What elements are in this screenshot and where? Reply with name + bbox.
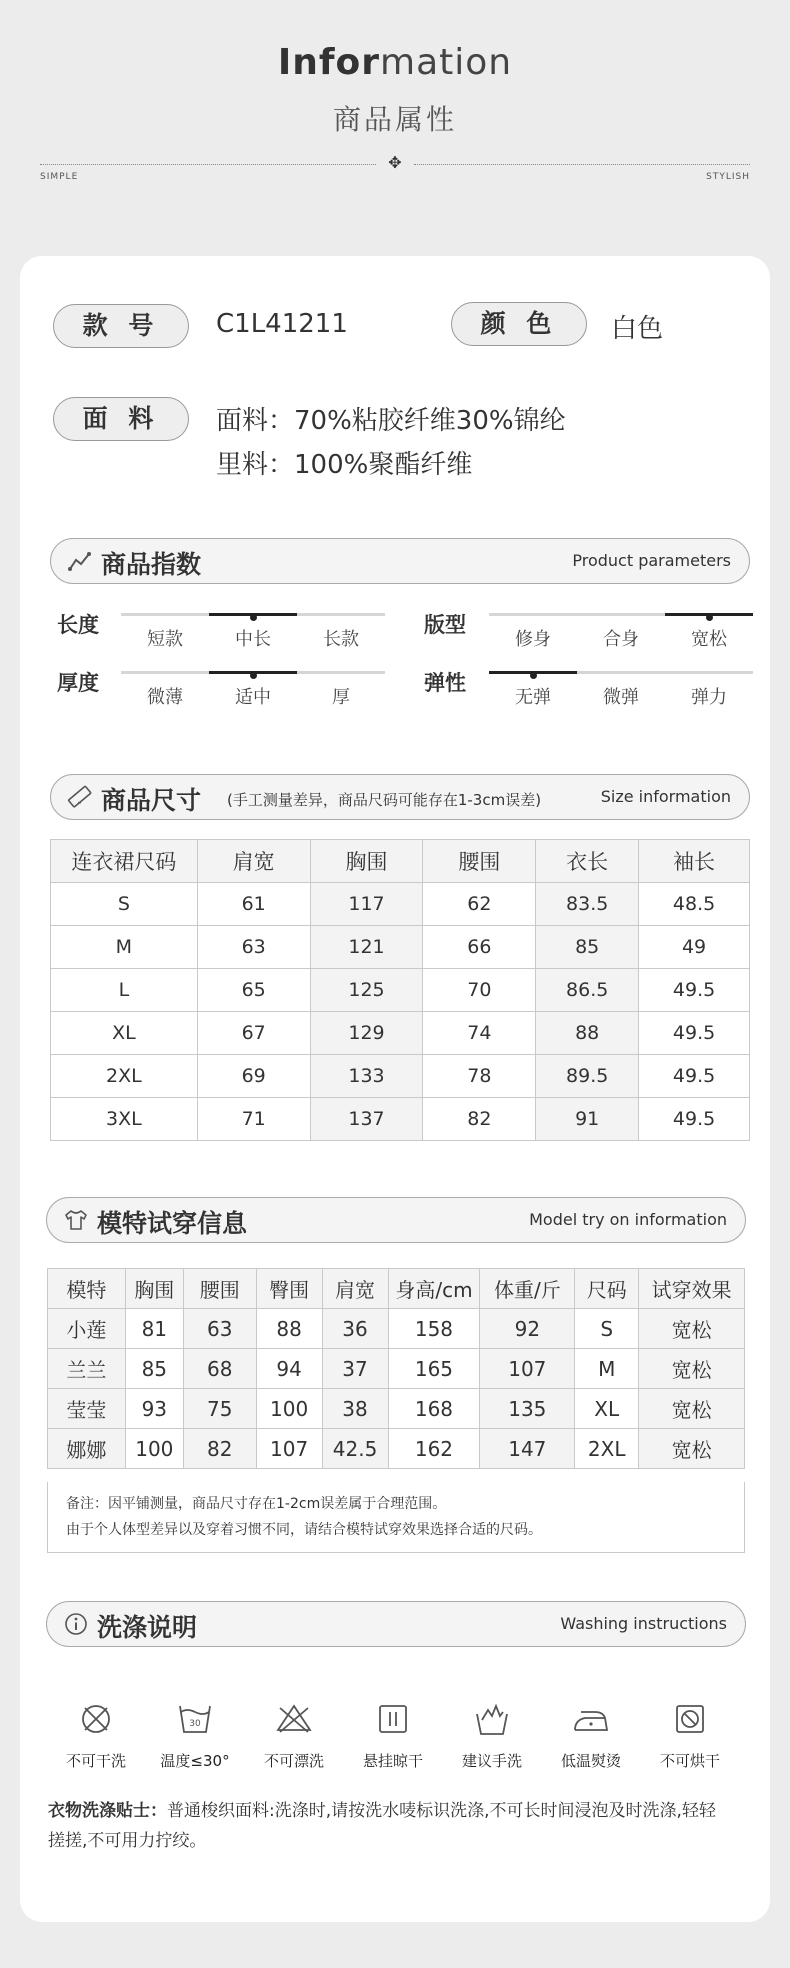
header-divider-left [40, 164, 376, 165]
model-cell: 94 [256, 1349, 322, 1389]
table-row [48, 1309, 745, 1349]
size-cell: 125 [310, 969, 423, 1012]
size-cell: 49.5 [639, 969, 750, 1012]
size-cell: 66 [423, 926, 536, 969]
size-cell: 48.5 [639, 883, 750, 926]
size-cell: L [51, 969, 198, 1012]
size-cell: 83.5 [536, 883, 639, 926]
cross-ornament-icon: ✥ [388, 153, 402, 172]
param-option: 适中 [235, 687, 271, 708]
size-cell: 91 [536, 1098, 639, 1141]
model-header-cell: 体重/斤 [480, 1269, 575, 1309]
fabric-line-1: 面料：70%粘胶纤维30%锦纶 [216, 406, 566, 436]
table-row [48, 1349, 745, 1389]
wash-30-icon [175, 1700, 215, 1738]
model-section-header [46, 1197, 746, 1243]
size-cell: 69 [197, 1055, 310, 1098]
size-cell: 86.5 [536, 969, 639, 1012]
model-cell: 100 [125, 1429, 183, 1469]
size-header-cell: 胸围 [310, 840, 423, 883]
model-cell: 宽松 [639, 1429, 745, 1469]
size-note: (手工测量差异，商品尺码可能存在1-3cm误差) [227, 791, 542, 809]
params-section-header [50, 538, 750, 584]
model-cell: 82 [183, 1429, 256, 1469]
param-label: 版型 [424, 613, 466, 637]
size-title: 商品尺寸 [101, 786, 202, 815]
color-pill: 颜 色 [451, 302, 587, 346]
param-option: 合身 [603, 629, 639, 650]
param-label: 弹性 [424, 671, 466, 695]
model-en: Model try on information [529, 1210, 727, 1229]
wash-item [249, 1700, 339, 1771]
model-cell: 135 [480, 1389, 575, 1429]
model-cell: 42.5 [322, 1429, 388, 1469]
table-row [51, 1098, 750, 1141]
stylish-tag: STYLISH [706, 172, 750, 182]
model-note-box [47, 1482, 745, 1553]
wash-label: 悬挂晾干 [362, 1752, 423, 1770]
size-cell: 88 [536, 1012, 639, 1055]
wash-section-header [46, 1601, 746, 1647]
size-section-header [50, 774, 750, 820]
table-row [48, 1429, 745, 1469]
param-label: 厚度 [57, 671, 99, 695]
size-cell: S [51, 883, 198, 926]
wash-tip-line-1 [48, 1796, 716, 1821]
param-active-dot [250, 672, 257, 679]
wash-item [150, 1700, 240, 1771]
info-subtitle: 商品属性 [332, 103, 457, 136]
model-cell: 莹莹 [48, 1389, 126, 1429]
model-cell: 147 [480, 1429, 575, 1469]
model-note-line-2: 由于个人体型差异以及穿着习惯不同，请结合模特试穿效果选择合适的尺码。 [66, 1522, 542, 1538]
model-header-cell: 臀围 [256, 1269, 322, 1309]
size-cell: 63 [197, 926, 310, 969]
param-option: 微弹 [603, 687, 639, 708]
model-cell: 85 [125, 1349, 183, 1389]
size-cell: 65 [197, 969, 310, 1012]
fabric-pill: 面 料 [53, 397, 189, 441]
params-en: Product parameters [572, 551, 731, 570]
size-cell: 121 [310, 926, 423, 969]
size-cell: 71 [197, 1098, 310, 1141]
model-cell: 168 [388, 1389, 480, 1429]
model-header-cell: 模特 [48, 1269, 126, 1309]
model-cell: 100 [256, 1389, 322, 1429]
model-cell: 宽松 [639, 1389, 745, 1429]
table-row [51, 883, 750, 926]
wash-tip-label: 衣物洗涤贴士： [48, 1801, 167, 1821]
model-cell: 兰兰 [48, 1349, 126, 1389]
param-option: 中长 [235, 629, 271, 650]
model-header-cell: 肩宽 [322, 1269, 388, 1309]
size-cell: XL [51, 1012, 198, 1055]
params-title: 商品指数 [101, 550, 202, 579]
trend-line-icon [67, 549, 93, 573]
param-option: 无弹 [515, 687, 551, 708]
param-option: 厚 [332, 687, 350, 708]
size-cell: 2XL [51, 1055, 198, 1098]
model-title: 模特试穿信息 [97, 1209, 248, 1238]
param-active-dot [706, 614, 713, 621]
model-cell: 38 [322, 1389, 388, 1429]
model-cell: 107 [480, 1349, 575, 1389]
model-table [47, 1268, 745, 1469]
model-cell: 小莲 [48, 1309, 126, 1349]
model-header-cell: 身高/cm [388, 1269, 480, 1309]
model-header-cell: 试穿效果 [639, 1269, 745, 1309]
model-cell: 93 [125, 1389, 183, 1429]
wash-item [51, 1700, 141, 1771]
param-active-dot [250, 614, 257, 621]
fabric-line-2: 里料：100%聚酯纤维 [216, 450, 473, 480]
table-row [51, 926, 750, 969]
size-table [50, 839, 750, 1141]
hand-wash-icon [472, 1700, 512, 1738]
param-option: 微薄 [147, 687, 183, 708]
param-option: 弹力 [691, 687, 727, 708]
no-dry-clean-icon [76, 1700, 116, 1738]
model-header-cell: 腰围 [183, 1269, 256, 1309]
model-cell: 88 [256, 1309, 322, 1349]
simple-tag: SIMPLE [40, 172, 79, 182]
size-cell: 82 [423, 1098, 536, 1141]
model-header-cell: 尺码 [575, 1269, 639, 1309]
wash-item [546, 1700, 636, 1771]
model-note-line-1: 备注：因平铺测量，商品尺寸存在1-2cm误差属于合理范围。 [66, 1496, 447, 1512]
model-cell: S [575, 1309, 639, 1349]
size-cell: 67 [197, 1012, 310, 1055]
size-cell: 74 [423, 1012, 536, 1055]
table-row [51, 1055, 750, 1098]
wash-tip-text-1: 普通梭织面料:洗涤时,请按洗水唛标识洗涤,不可长时间浸泡及时洗涤,轻轻 [167, 1801, 716, 1821]
wash-item [447, 1700, 537, 1771]
low-iron-icon [571, 1700, 611, 1738]
table-row [51, 969, 750, 1012]
header-divider-right [414, 164, 750, 165]
ruler-icon [67, 785, 93, 809]
model-table-header-row [48, 1269, 745, 1309]
model-cell: 宽松 [639, 1309, 745, 1349]
wash-label: 温度≤30° [160, 1752, 230, 1770]
size-cell: 3XL [51, 1098, 198, 1141]
model-cell: 92 [480, 1309, 575, 1349]
size-cell: 49.5 [639, 1012, 750, 1055]
param-option: 宽松 [691, 629, 727, 650]
size-cell: 137 [310, 1098, 423, 1141]
size-cell: 49.5 [639, 1055, 750, 1098]
info-title-rest: mation [380, 42, 513, 83]
size-cell: 78 [423, 1055, 536, 1098]
model-cell: 2XL [575, 1429, 639, 1469]
size-cell: 129 [310, 1012, 423, 1055]
wash-item [348, 1700, 438, 1771]
size-header-cell: 肩宽 [197, 840, 310, 883]
model-cell: 68 [183, 1349, 256, 1389]
wash-label: 不可干洗 [65, 1752, 126, 1770]
wash-title: 洗涤说明 [97, 1613, 198, 1642]
model-cell: M [575, 1349, 639, 1389]
info-title [0, 42, 790, 83]
size-cell: 70 [423, 969, 536, 1012]
size-cell: 49.5 [639, 1098, 750, 1141]
wash-label: 建议手洗 [461, 1752, 522, 1770]
model-cell: 37 [322, 1349, 388, 1389]
model-cell: XL [575, 1389, 639, 1429]
size-cell: 62 [423, 883, 536, 926]
model-cell: 107 [256, 1429, 322, 1469]
size-cell: 117 [310, 883, 423, 926]
table-row [51, 1012, 750, 1055]
table-row [48, 1389, 745, 1429]
size-cell: 133 [310, 1055, 423, 1098]
size-table-header-row [51, 840, 750, 883]
model-cell: 宽松 [639, 1349, 745, 1389]
size-header-cell: 腰围 [423, 840, 536, 883]
size-en: Size information [600, 787, 731, 806]
wash-label: 不可烘干 [659, 1752, 720, 1770]
tshirt-icon [63, 1208, 89, 1232]
model-cell: 36 [322, 1309, 388, 1349]
size-header-cell: 连衣裙尺码 [51, 840, 198, 883]
model-cell: 165 [388, 1349, 480, 1389]
wash-tip-line-2: 搓搓,不可用力拧绞。 [48, 1831, 207, 1851]
size-header-cell: 袖长 [639, 840, 750, 883]
wash-label: 低温熨烫 [560, 1752, 621, 1770]
model-header-cell: 胸围 [125, 1269, 183, 1309]
size-cell: 85 [536, 926, 639, 969]
param-active-dot [530, 672, 537, 679]
info-circle-icon [63, 1612, 89, 1636]
color-value: 白色 [611, 314, 664, 344]
size-cell: 61 [197, 883, 310, 926]
style-no-pill: 款 号 [53, 304, 189, 348]
size-header-cell: 衣长 [536, 840, 639, 883]
model-cell: 63 [183, 1309, 256, 1349]
wash-en: Washing instructions [560, 1614, 727, 1633]
size-cell: 89.5 [536, 1055, 639, 1098]
param-label: 长度 [57, 613, 99, 637]
param-option: 短款 [147, 629, 183, 650]
info-title-bold: Infor [277, 42, 381, 83]
model-cell: 75 [183, 1389, 256, 1429]
model-cell: 81 [125, 1309, 183, 1349]
style-no-value: C1L41211 [216, 309, 348, 339]
size-cell: M [51, 926, 198, 969]
no-tumble-dry-icon [670, 1700, 710, 1738]
param-option: 长款 [323, 629, 359, 650]
model-cell: 162 [388, 1429, 480, 1469]
model-cell: 娜娜 [48, 1429, 126, 1469]
size-cell: 49 [639, 926, 750, 969]
svg-text:30: 30 [189, 1719, 201, 1729]
param-option: 修身 [515, 629, 551, 650]
wash-item [645, 1700, 735, 1771]
model-cell: 158 [388, 1309, 480, 1349]
hang-dry-icon [373, 1700, 413, 1738]
wash-label: 不可漂洗 [263, 1752, 324, 1770]
no-bleach-icon [274, 1700, 314, 1738]
